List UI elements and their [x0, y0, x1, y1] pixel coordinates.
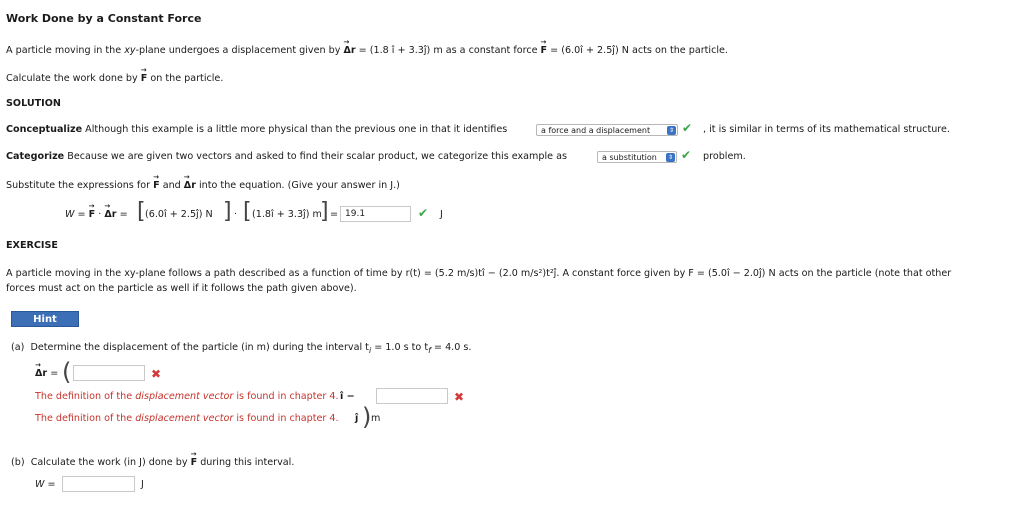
delta-r-symbol: → Δr [184, 180, 196, 191]
dropdown-arrow-icon: ⇕ [668, 127, 675, 134]
paren-open: ( [62, 358, 72, 386]
part-b-text-pre: Calculate the work (in J) done by [30, 457, 191, 468]
categorize-select-value: a substitution [602, 153, 657, 162]
meter-unit: m [371, 413, 381, 424]
check-icon: ✔ [682, 121, 693, 135]
eq-sign: = [74, 209, 89, 220]
work-answer-input[interactable]: 19.1 [340, 206, 411, 222]
conceptualize-label: Conceptualize [6, 124, 83, 135]
categorize-label: Categorize [6, 151, 65, 162]
force-vector-expression: (6.0î + 2.5ĵ) N [145, 209, 213, 220]
j-component-input[interactable] [376, 388, 448, 404]
sub-i: i [368, 345, 372, 355]
categorize-select[interactable] [597, 151, 677, 163]
conceptualize-after: , it is similar in terms of its mathematical structure. [703, 124, 950, 135]
conceptualize-select-value: a force and a displacement [541, 126, 651, 135]
exercise-text-line1: A particle moving in the xy-plane follows a path described as a function of time by r(t) = (5.2 m/s)tî − (2.0 m/s²)t²ĵ. A constant force given by F = (5.0î − 2.0ĵ) N acts on the particle (note that other [6, 268, 952, 279]
feedback-text: The definition of the [35, 413, 136, 424]
work-equation-lhs [65, 209, 128, 220]
categorize-text: Because we are given two vectors and asked to find their scalar product, we categorize this example as [67, 151, 567, 162]
equals-sign: = [330, 209, 339, 220]
solution-heading: SOLUTION [6, 98, 61, 109]
part-b-text-post: during this interval. [197, 457, 295, 468]
force-symbol: → F [141, 73, 148, 84]
work-input[interactable] [62, 476, 135, 492]
feedback-emph: displacement vector [135, 413, 234, 424]
part-a-mid: = 1.0 s to t [371, 342, 429, 353]
dot-operator: · [234, 209, 238, 220]
work-unit: J [141, 479, 144, 490]
eq-sign: = [116, 209, 128, 220]
delta-r-symbol: → Δr [343, 45, 355, 56]
substitute-instruction [6, 180, 400, 191]
check-icon: ✔ [681, 148, 692, 162]
w-label: W = [35, 479, 56, 490]
feedback-message-2 [35, 413, 339, 424]
problem-text-mid: -plane undergoes a displacement given by [135, 45, 344, 56]
conceptualize-line [6, 124, 507, 135]
feedback-message-1 [35, 391, 339, 402]
force-symbol: → F [153, 180, 160, 191]
part-a-question [11, 342, 471, 355]
calc-instruction [6, 73, 223, 84]
delta-r-symbol: → Δr [104, 209, 116, 220]
feedback-emph: displacement vector [135, 391, 234, 402]
sub-f: f [428, 345, 431, 355]
conceptualize-select[interactable] [536, 124, 678, 136]
substitute-text-post: into the equation. (Give your answer in J.) [195, 180, 400, 191]
dropdown-arrow-icon: ⇕ [667, 154, 674, 161]
bracket-close: ] [320, 199, 329, 224]
categorize-after: problem. [703, 151, 746, 162]
force-symbol: → F [191, 457, 198, 468]
bracket-open: [ [243, 199, 252, 224]
i-hat-separator: î − [340, 391, 355, 402]
substitute-text-pre: Substitute the expressions for [6, 180, 154, 191]
feedback-text-end: is found in chapter 4. [233, 413, 339, 424]
displacement-vector-expression: (1.8î + 3.3ĵ) m [252, 209, 322, 220]
part-a-text: Determine the displacement of the particle (in m) during the interval t [30, 342, 369, 353]
conceptualize-text: Although this example is a little more physical than the previous one in that it identifies [85, 124, 508, 135]
feedback-text: The definition of the [35, 391, 136, 402]
bracket-open: [ [137, 199, 146, 224]
problem-text-pre: A particle moving in the [6, 45, 125, 56]
eq-sign: = [47, 368, 59, 379]
bracket-close: ] [223, 199, 232, 224]
calc-text-pre: Calculate the work done by [6, 73, 141, 84]
i-component-input[interactable] [73, 365, 145, 381]
exercise-text-line2: forces must act on the particle as well if it follows the path given above). [6, 283, 357, 294]
part-b-question [11, 457, 294, 468]
check-icon: ✔ [418, 206, 429, 220]
part-a-end: = 4.0 s. [430, 342, 472, 353]
calc-text-post: on the particle. [147, 73, 224, 84]
dot-operator: · [95, 209, 105, 220]
delta-r-label [35, 368, 58, 379]
substitute-text-mid: and [159, 180, 184, 191]
feedback-text-end: is found in chapter 4. [233, 391, 339, 402]
answer-unit: J [440, 209, 443, 220]
force-symbol: → F [541, 45, 548, 56]
x-icon: ✖ [454, 390, 465, 404]
part-a-label: (a) [11, 342, 25, 353]
page-title: Work Done by a Constant Force [6, 12, 202, 25]
force-symbol: → F [89, 209, 96, 220]
delta-r-symbol: → Δr [35, 368, 47, 379]
problem-text-eq1: = (1.8 î + 3.3ĵ) m as a constant force [355, 45, 541, 56]
exercise-heading: EXERCISE [6, 240, 58, 251]
hint-button[interactable]: Hint [11, 311, 79, 327]
paren-close: ) [362, 403, 372, 431]
part-b-label: (b) [11, 457, 25, 468]
problem-text-xy: xy [124, 45, 136, 56]
problem-text-eq2: = (6.0î + 2.5ĵ) N acts on the particle. [547, 45, 728, 56]
w-symbol: W [65, 209, 75, 220]
j-hat-unit: ĵ [355, 413, 359, 424]
problem-statement [6, 45, 728, 56]
x-icon: ✖ [151, 367, 162, 381]
categorize-line [6, 151, 567, 162]
